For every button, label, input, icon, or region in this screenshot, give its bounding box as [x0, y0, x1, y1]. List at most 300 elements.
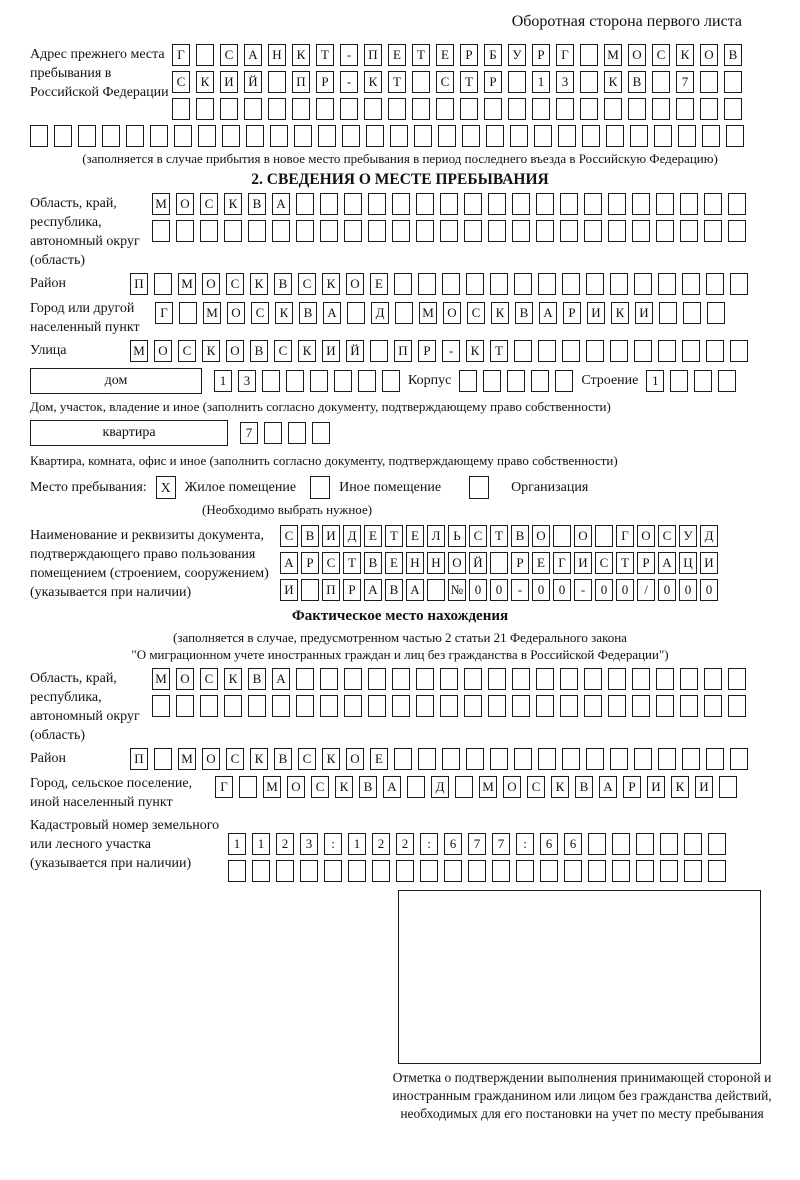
char-cell[interactable]: [294, 125, 312, 147]
char-cell[interactable]: [288, 422, 306, 444]
char-cell[interactable]: Н: [268, 44, 286, 66]
char-cell[interactable]: К: [466, 340, 484, 362]
char-cell[interactable]: [724, 71, 742, 93]
char-cell[interactable]: М: [152, 668, 170, 690]
char-cell[interactable]: [292, 98, 310, 120]
char-cell[interactable]: 3: [300, 833, 318, 855]
char-cell[interactable]: [286, 370, 304, 392]
char-cell[interactable]: [252, 860, 270, 882]
char-cell[interactable]: [388, 98, 406, 120]
char-cell[interactable]: П: [292, 71, 310, 93]
char-cell[interactable]: [512, 220, 530, 242]
char-cell[interactable]: [584, 220, 602, 242]
char-cell[interactable]: [172, 98, 190, 120]
char-cell[interactable]: [176, 220, 194, 242]
char-cell[interactable]: 1: [646, 370, 664, 392]
char-cell[interactable]: В: [359, 776, 377, 798]
char-cell[interactable]: Е: [385, 552, 403, 574]
char-cell[interactable]: 3: [556, 71, 574, 93]
char-cell[interactable]: [488, 220, 506, 242]
char-cell[interactable]: [652, 71, 670, 93]
char-cell[interactable]: 0: [616, 579, 634, 601]
char-cell[interactable]: [684, 833, 702, 855]
char-cell[interactable]: [595, 525, 613, 547]
char-cell[interactable]: [584, 668, 602, 690]
char-cell[interactable]: :: [324, 833, 342, 855]
char-cell[interactable]: [704, 695, 722, 717]
char-cell[interactable]: К: [196, 71, 214, 93]
char-cell[interactable]: К: [298, 340, 316, 362]
char-cell[interactable]: [320, 220, 338, 242]
char-cell[interactable]: [347, 302, 365, 324]
char-cell[interactable]: [634, 273, 652, 295]
char-cell[interactable]: В: [385, 579, 403, 601]
char-cell[interactable]: О: [448, 552, 466, 574]
char-cell[interactable]: [440, 668, 458, 690]
char-cell[interactable]: П: [394, 340, 412, 362]
char-cell[interactable]: Т: [616, 552, 634, 574]
char-cell[interactable]: О: [202, 273, 220, 295]
checkbox-organizacia[interactable]: [469, 476, 489, 499]
char-cell[interactable]: [514, 748, 532, 770]
char-cell[interactable]: [562, 340, 580, 362]
char-cell[interactable]: [702, 125, 720, 147]
char-cell[interactable]: Н: [427, 552, 445, 574]
char-cell[interactable]: [196, 98, 214, 120]
char-cell[interactable]: [152, 695, 170, 717]
char-cell[interactable]: И: [587, 302, 605, 324]
char-cell[interactable]: [718, 370, 736, 392]
char-cell[interactable]: В: [628, 71, 646, 93]
char-cell[interactable]: [658, 340, 676, 362]
char-cell[interactable]: [660, 833, 678, 855]
char-cell[interactable]: В: [301, 525, 319, 547]
char-cell[interactable]: [248, 695, 266, 717]
char-cell[interactable]: [370, 340, 388, 362]
char-cell[interactable]: [488, 695, 506, 717]
char-cell[interactable]: [342, 125, 360, 147]
char-cell[interactable]: [490, 552, 508, 574]
char-cell[interactable]: [680, 193, 698, 215]
char-cell[interactable]: [344, 695, 362, 717]
char-cell[interactable]: А: [323, 302, 341, 324]
char-cell[interactable]: [514, 340, 532, 362]
char-cell[interactable]: [719, 776, 737, 798]
char-cell[interactable]: [318, 125, 336, 147]
char-cell[interactable]: [560, 695, 578, 717]
char-cell[interactable]: С: [595, 552, 613, 574]
char-cell[interactable]: М: [130, 340, 148, 362]
char-cell[interactable]: Р: [343, 579, 361, 601]
char-cell[interactable]: [436, 98, 454, 120]
char-cell[interactable]: К: [551, 776, 569, 798]
char-cell[interactable]: [179, 302, 197, 324]
char-cell[interactable]: [412, 98, 430, 120]
char-cell[interactable]: 0: [658, 579, 676, 601]
char-cell[interactable]: С: [200, 668, 218, 690]
char-cell[interactable]: [320, 695, 338, 717]
char-cell[interactable]: [248, 220, 266, 242]
char-cell[interactable]: [684, 860, 702, 882]
char-cell[interactable]: 0: [532, 579, 550, 601]
char-cell[interactable]: [444, 860, 462, 882]
char-cell[interactable]: [464, 220, 482, 242]
char-cell[interactable]: [296, 668, 314, 690]
char-cell[interactable]: [656, 220, 674, 242]
char-cell[interactable]: [728, 220, 746, 242]
char-cell[interactable]: [312, 422, 330, 444]
char-cell[interactable]: Й: [469, 552, 487, 574]
char-cell[interactable]: О: [176, 193, 194, 215]
char-cell[interactable]: [368, 193, 386, 215]
char-cell[interactable]: 3: [238, 370, 256, 392]
char-cell[interactable]: [392, 193, 410, 215]
char-cell[interactable]: С: [226, 748, 244, 770]
char-cell[interactable]: [636, 833, 654, 855]
char-cell[interactable]: [416, 220, 434, 242]
char-cell[interactable]: А: [272, 668, 290, 690]
char-cell[interactable]: [682, 748, 700, 770]
char-cell[interactable]: [538, 273, 556, 295]
char-cell[interactable]: [610, 748, 628, 770]
char-cell[interactable]: Р: [563, 302, 581, 324]
char-cell[interactable]: [392, 220, 410, 242]
char-cell[interactable]: [560, 193, 578, 215]
char-cell[interactable]: [562, 273, 580, 295]
char-cell[interactable]: -: [574, 579, 592, 601]
char-cell[interactable]: С: [652, 44, 670, 66]
char-cell[interactable]: [508, 98, 526, 120]
apartment-type-box[interactable]: квартира: [30, 420, 228, 446]
char-cell[interactable]: [632, 220, 650, 242]
char-cell[interactable]: -: [511, 579, 529, 601]
char-cell[interactable]: [536, 668, 554, 690]
char-cell[interactable]: [536, 193, 554, 215]
char-cell[interactable]: Г: [616, 525, 634, 547]
char-cell[interactable]: [700, 98, 718, 120]
char-cell[interactable]: 1: [228, 833, 246, 855]
char-cell[interactable]: А: [364, 579, 382, 601]
char-cell[interactable]: О: [287, 776, 305, 798]
char-cell[interactable]: У: [508, 44, 526, 66]
char-cell[interactable]: [700, 71, 718, 93]
char-cell[interactable]: В: [724, 44, 742, 66]
char-cell[interactable]: [222, 125, 240, 147]
char-cell[interactable]: [586, 748, 604, 770]
char-cell[interactable]: 1: [252, 833, 270, 855]
char-cell[interactable]: В: [274, 748, 292, 770]
char-cell[interactable]: [464, 193, 482, 215]
char-cell[interactable]: [558, 125, 576, 147]
char-cell[interactable]: [200, 220, 218, 242]
char-cell[interactable]: 7: [492, 833, 510, 855]
char-cell[interactable]: Г: [215, 776, 233, 798]
char-cell[interactable]: [455, 776, 473, 798]
char-cell[interactable]: С: [172, 71, 190, 93]
char-cell[interactable]: О: [574, 525, 592, 547]
checkbox-inoe[interactable]: [310, 476, 330, 499]
char-cell[interactable]: В: [248, 668, 266, 690]
char-cell[interactable]: [555, 370, 573, 392]
char-cell[interactable]: 6: [444, 833, 462, 855]
char-cell[interactable]: [706, 748, 724, 770]
char-cell[interactable]: [324, 860, 342, 882]
checkbox-zhiloe[interactable]: X: [156, 476, 176, 499]
char-cell[interactable]: [462, 125, 480, 147]
char-cell[interactable]: В: [515, 302, 533, 324]
char-cell[interactable]: С: [220, 44, 238, 66]
char-cell[interactable]: К: [322, 273, 340, 295]
char-cell[interactable]: Т: [412, 44, 430, 66]
char-cell[interactable]: [152, 220, 170, 242]
char-cell[interactable]: С: [322, 552, 340, 574]
char-cell[interactable]: Е: [388, 44, 406, 66]
char-cell[interactable]: -: [442, 340, 460, 362]
char-cell[interactable]: [708, 833, 726, 855]
char-cell[interactable]: [272, 695, 290, 717]
char-cell[interactable]: А: [244, 44, 262, 66]
char-cell[interactable]: /: [637, 579, 655, 601]
char-cell[interactable]: [296, 695, 314, 717]
char-cell[interactable]: [656, 193, 674, 215]
char-cell[interactable]: [654, 125, 672, 147]
char-cell[interactable]: К: [364, 71, 382, 93]
char-cell[interactable]: Р: [532, 44, 550, 66]
char-cell[interactable]: [508, 71, 526, 93]
char-cell[interactable]: О: [227, 302, 245, 324]
char-cell[interactable]: [416, 193, 434, 215]
char-cell[interactable]: [427, 579, 445, 601]
char-cell[interactable]: Е: [436, 44, 454, 66]
char-cell[interactable]: [682, 273, 700, 295]
char-cell[interactable]: [459, 370, 477, 392]
char-cell[interactable]: П: [322, 579, 340, 601]
char-cell[interactable]: К: [671, 776, 689, 798]
char-cell[interactable]: К: [250, 273, 268, 295]
char-cell[interactable]: [584, 193, 602, 215]
char-cell[interactable]: [270, 125, 288, 147]
char-cell[interactable]: [634, 748, 652, 770]
char-cell[interactable]: [395, 302, 413, 324]
char-cell[interactable]: 6: [564, 833, 582, 855]
char-cell[interactable]: О: [346, 273, 364, 295]
char-cell[interactable]: [612, 860, 630, 882]
char-cell[interactable]: [198, 125, 216, 147]
char-cell[interactable]: [608, 695, 626, 717]
char-cell[interactable]: [390, 125, 408, 147]
char-cell[interactable]: [538, 340, 556, 362]
char-cell[interactable]: [220, 98, 238, 120]
char-cell[interactable]: Р: [637, 552, 655, 574]
char-cell[interactable]: [562, 748, 580, 770]
char-cell[interactable]: [580, 71, 598, 93]
char-cell[interactable]: [344, 220, 362, 242]
char-cell[interactable]: [706, 273, 724, 295]
char-cell[interactable]: [268, 98, 286, 120]
char-cell[interactable]: [392, 695, 410, 717]
char-cell[interactable]: Г: [172, 44, 190, 66]
char-cell[interactable]: 2: [396, 833, 414, 855]
char-cell[interactable]: Й: [244, 71, 262, 93]
char-cell[interactable]: [366, 125, 384, 147]
char-cell[interactable]: [683, 302, 701, 324]
char-cell[interactable]: 0: [679, 579, 697, 601]
char-cell[interactable]: А: [280, 552, 298, 574]
char-cell[interactable]: [348, 860, 366, 882]
char-cell[interactable]: [582, 125, 600, 147]
char-cell[interactable]: Р: [623, 776, 641, 798]
char-cell[interactable]: [320, 193, 338, 215]
char-cell[interactable]: Г: [553, 552, 571, 574]
char-cell[interactable]: [656, 695, 674, 717]
char-cell[interactable]: С: [658, 525, 676, 547]
char-cell[interactable]: 0: [490, 579, 508, 601]
char-cell[interactable]: [680, 668, 698, 690]
char-cell[interactable]: [658, 273, 676, 295]
char-cell[interactable]: А: [539, 302, 557, 324]
char-cell[interactable]: [296, 220, 314, 242]
char-cell[interactable]: [507, 370, 525, 392]
char-cell[interactable]: М: [604, 44, 622, 66]
char-cell[interactable]: [560, 668, 578, 690]
char-cell[interactable]: [730, 340, 748, 362]
char-cell[interactable]: [608, 220, 626, 242]
char-cell[interactable]: [531, 370, 549, 392]
char-cell[interactable]: С: [527, 776, 545, 798]
char-cell[interactable]: :: [516, 833, 534, 855]
char-cell[interactable]: В: [575, 776, 593, 798]
char-cell[interactable]: -: [340, 71, 358, 93]
char-cell[interactable]: Б: [484, 44, 502, 66]
char-cell[interactable]: А: [383, 776, 401, 798]
char-cell[interactable]: 1: [348, 833, 366, 855]
char-cell[interactable]: Т: [490, 525, 508, 547]
char-cell[interactable]: [382, 370, 400, 392]
char-cell[interactable]: Н: [406, 552, 424, 574]
char-cell[interactable]: Р: [316, 71, 334, 93]
char-cell[interactable]: [344, 668, 362, 690]
char-cell[interactable]: [418, 273, 436, 295]
char-cell[interactable]: [512, 695, 530, 717]
char-cell[interactable]: В: [364, 552, 382, 574]
char-cell[interactable]: [510, 125, 528, 147]
char-cell[interactable]: [730, 273, 748, 295]
char-cell[interactable]: М: [152, 193, 170, 215]
char-cell[interactable]: И: [695, 776, 713, 798]
char-cell[interactable]: [414, 125, 432, 147]
char-cell[interactable]: [708, 860, 726, 882]
char-cell[interactable]: О: [443, 302, 461, 324]
char-cell[interactable]: [728, 695, 746, 717]
char-cell[interactable]: [534, 125, 552, 147]
char-cell[interactable]: [676, 98, 694, 120]
char-cell[interactable]: [586, 273, 604, 295]
char-cell[interactable]: Ь: [448, 525, 466, 547]
char-cell[interactable]: Т: [316, 44, 334, 66]
char-cell[interactable]: К: [491, 302, 509, 324]
char-cell[interactable]: [464, 668, 482, 690]
char-cell[interactable]: Р: [301, 552, 319, 574]
char-cell[interactable]: Л: [427, 525, 445, 547]
char-cell[interactable]: [512, 668, 530, 690]
char-cell[interactable]: [588, 860, 606, 882]
char-cell[interactable]: -: [340, 44, 358, 66]
char-cell[interactable]: О: [700, 44, 718, 66]
char-cell[interactable]: [532, 98, 550, 120]
char-cell[interactable]: [564, 860, 582, 882]
char-cell[interactable]: 7: [468, 833, 486, 855]
char-cell[interactable]: [728, 668, 746, 690]
char-cell[interactable]: [224, 695, 242, 717]
char-cell[interactable]: [438, 125, 456, 147]
char-cell[interactable]: М: [178, 273, 196, 295]
char-cell[interactable]: О: [346, 748, 364, 770]
char-cell[interactable]: [300, 860, 318, 882]
char-cell[interactable]: О: [503, 776, 521, 798]
char-cell[interactable]: 1: [532, 71, 550, 93]
char-cell[interactable]: [536, 695, 554, 717]
char-cell[interactable]: [150, 125, 168, 147]
char-cell[interactable]: [704, 668, 722, 690]
char-cell[interactable]: Е: [370, 748, 388, 770]
char-cell[interactable]: А: [406, 579, 424, 601]
char-cell[interactable]: Т: [388, 71, 406, 93]
char-cell[interactable]: [30, 125, 48, 147]
char-cell[interactable]: [224, 220, 242, 242]
char-cell[interactable]: Т: [490, 340, 508, 362]
char-cell[interactable]: [636, 860, 654, 882]
char-cell[interactable]: Т: [385, 525, 403, 547]
char-cell[interactable]: [536, 220, 554, 242]
char-cell[interactable]: [630, 125, 648, 147]
house-type-box[interactable]: дом: [30, 368, 202, 394]
char-cell[interactable]: М: [178, 748, 196, 770]
char-cell[interactable]: [442, 748, 460, 770]
char-cell[interactable]: [660, 860, 678, 882]
char-cell[interactable]: К: [250, 748, 268, 770]
char-cell[interactable]: [364, 98, 382, 120]
char-cell[interactable]: [239, 776, 257, 798]
char-cell[interactable]: К: [676, 44, 694, 66]
char-cell[interactable]: [176, 695, 194, 717]
char-cell[interactable]: [488, 668, 506, 690]
char-cell[interactable]: [606, 125, 624, 147]
char-cell[interactable]: И: [280, 579, 298, 601]
char-cell[interactable]: К: [224, 668, 242, 690]
char-cell[interactable]: Е: [406, 525, 424, 547]
char-cell[interactable]: [556, 98, 574, 120]
char-cell[interactable]: [484, 98, 502, 120]
char-cell[interactable]: И: [647, 776, 665, 798]
char-cell[interactable]: А: [272, 193, 290, 215]
char-cell[interactable]: [368, 220, 386, 242]
char-cell[interactable]: [244, 98, 262, 120]
char-cell[interactable]: [394, 273, 412, 295]
char-cell[interactable]: [344, 193, 362, 215]
char-cell[interactable]: А: [658, 552, 676, 574]
char-cell[interactable]: [154, 273, 172, 295]
char-cell[interactable]: [659, 302, 677, 324]
char-cell[interactable]: Д: [343, 525, 361, 547]
char-cell[interactable]: А: [599, 776, 617, 798]
char-cell[interactable]: [652, 98, 670, 120]
char-cell[interactable]: [538, 748, 556, 770]
char-cell[interactable]: В: [274, 273, 292, 295]
char-cell[interactable]: [670, 370, 688, 392]
char-cell[interactable]: Д: [431, 776, 449, 798]
char-cell[interactable]: [126, 125, 144, 147]
char-cell[interactable]: М: [419, 302, 437, 324]
